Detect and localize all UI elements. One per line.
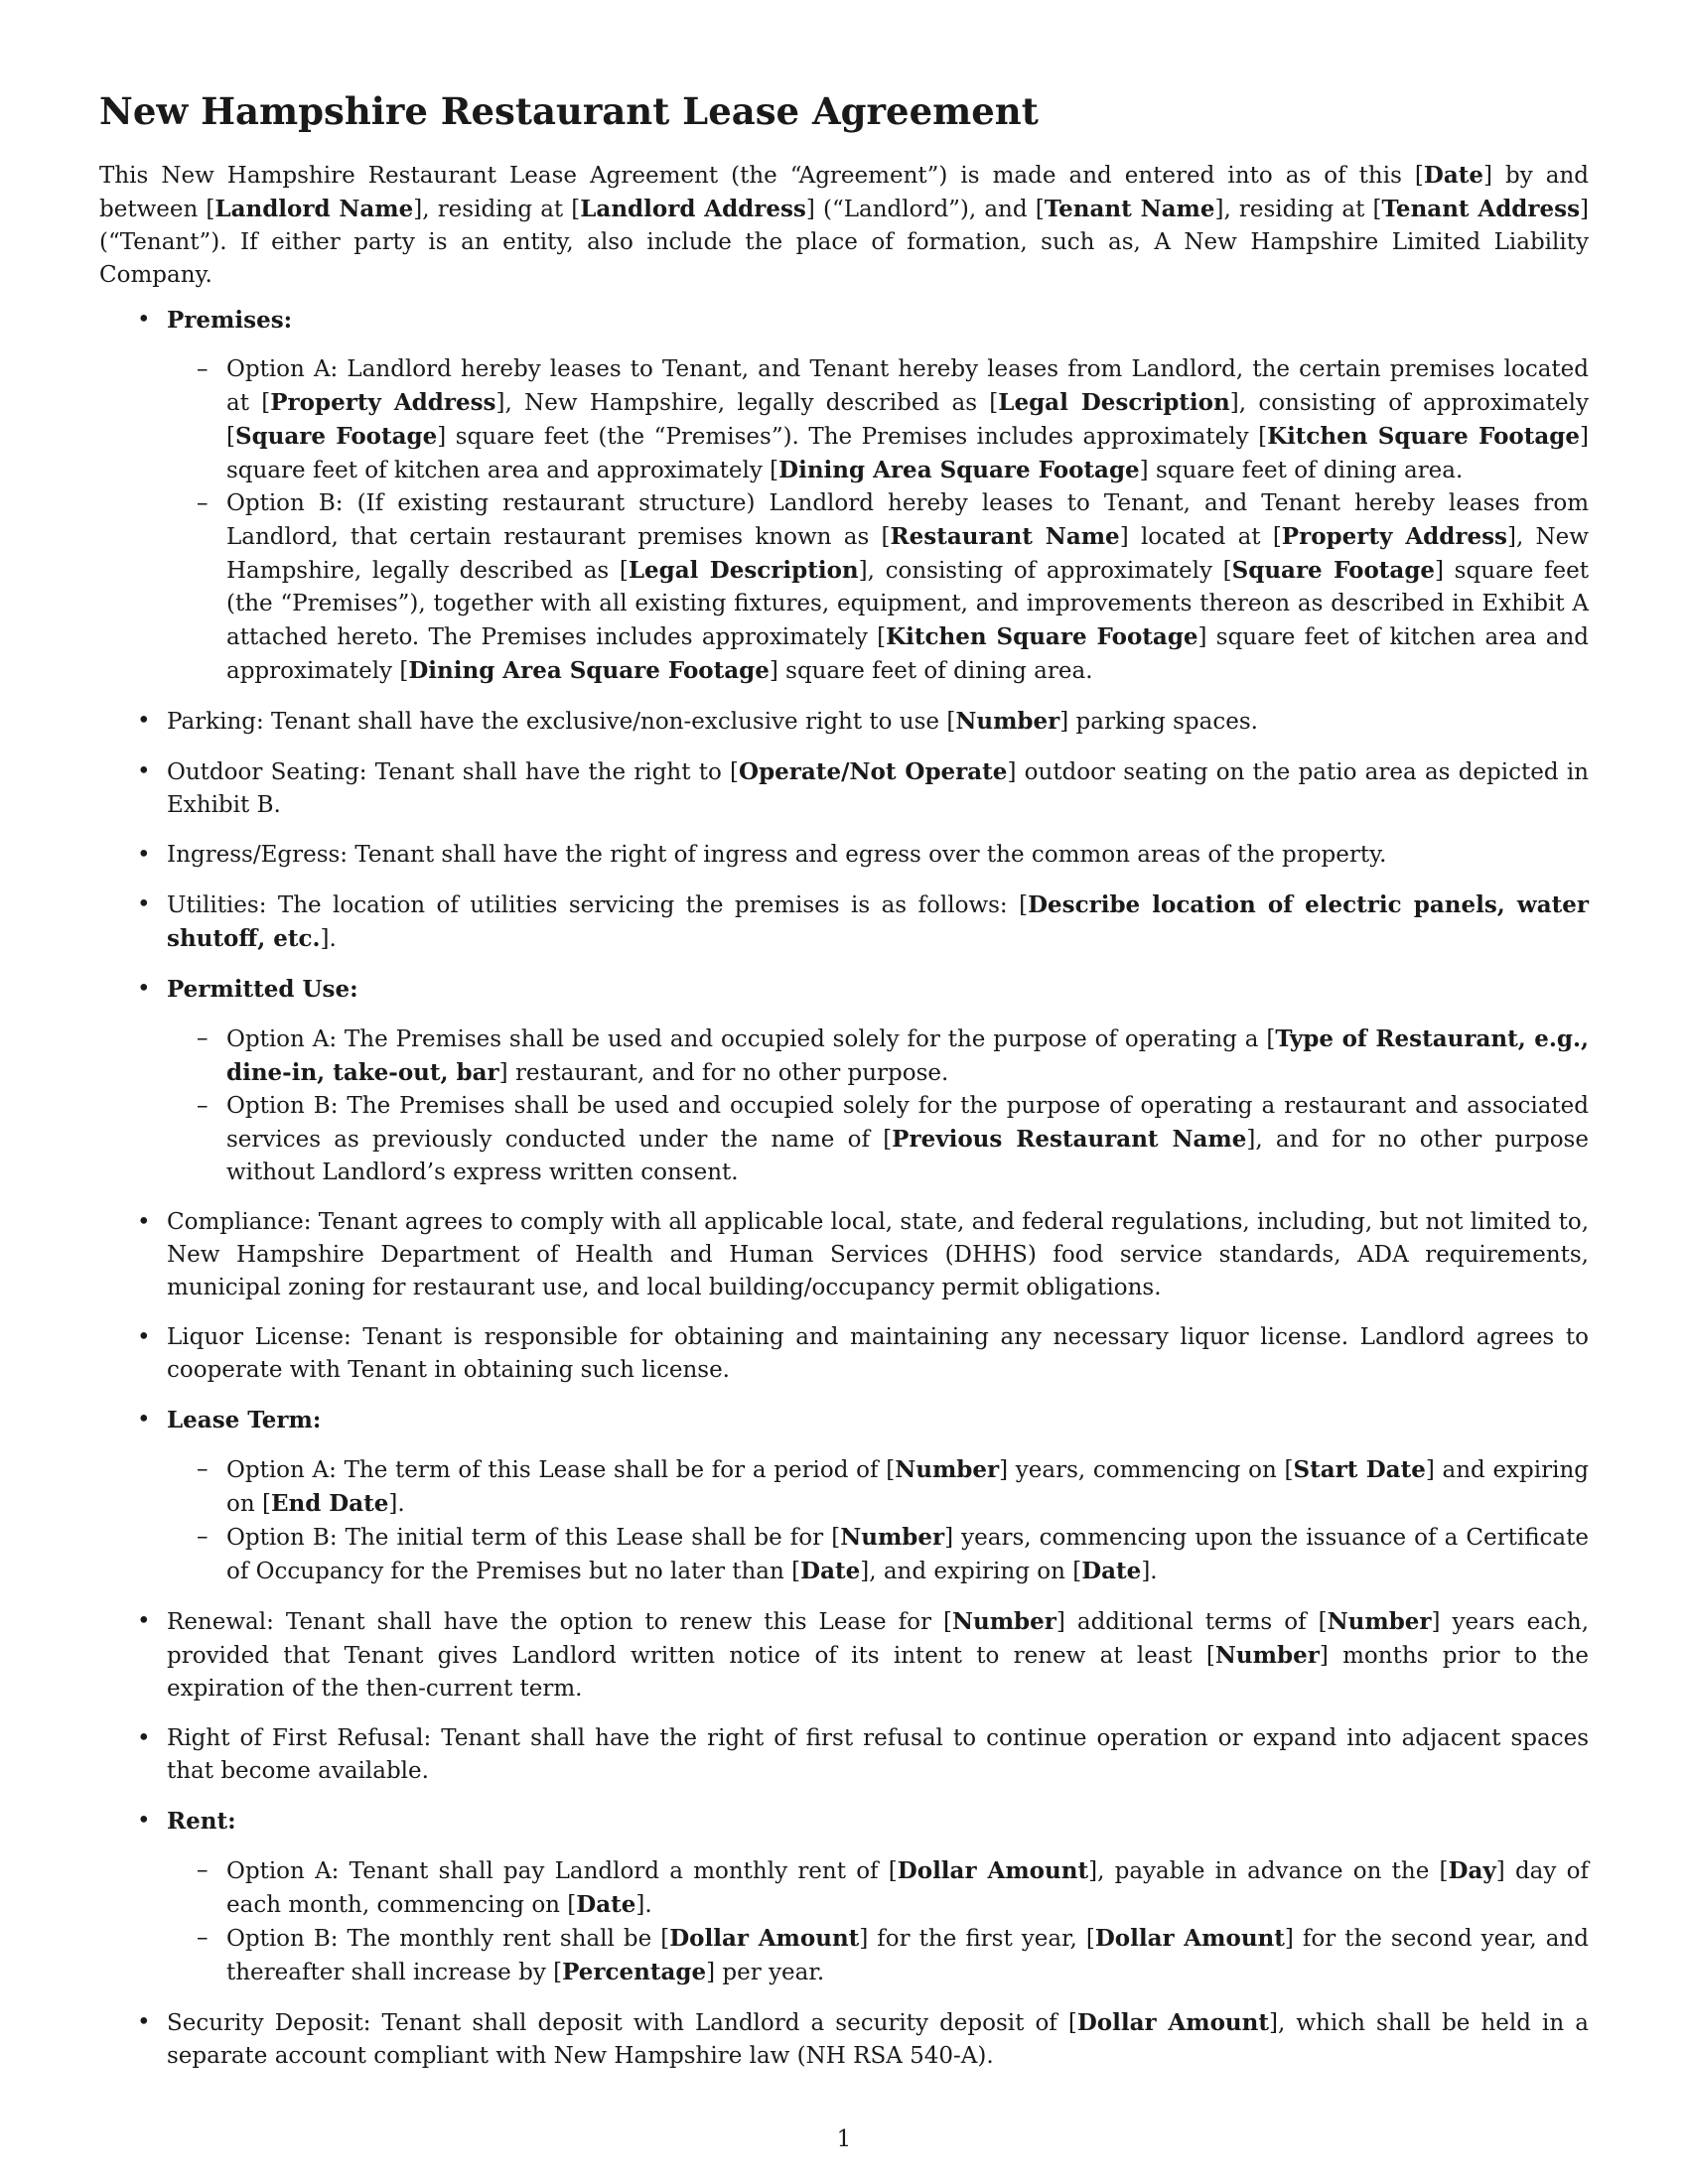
section-item	[99, 888, 1589, 956]
option-list	[167, 353, 1589, 688]
bullet-icon: •	[137, 1324, 151, 1350]
document-title: New Hampshire Restaurant Lease Agreement	[99, 89, 1039, 133]
bullet-icon: •	[137, 307, 151, 333]
option-text: Option A: The Premises shall be used and occupied solely for the purpose of operating a [Type of Restaurant, e.g., dine-in, take-out, bar] restaurant, and for no other purpose.	[226, 1025, 1590, 1086]
section-item	[99, 1722, 1589, 1788]
dash-icon: –	[197, 1857, 209, 1883]
option-item	[167, 353, 1589, 487]
option-list	[167, 1854, 1589, 1989]
bullet-icon: •	[137, 1209, 151, 1235]
bullet-icon: •	[137, 2009, 151, 2035]
section-item	[99, 1321, 1589, 1387]
section-text: Right of First Refusal: Tenant shall have the right of first refusal to continue operation or expand into adjacent spaces that become available.	[167, 1725, 1589, 1784]
option-text: Option A: Landlord hereby leases to Tenant, and Tenant hereby leases from Landlord, the certain premises located at [Property Address], New Hampshire, legally described as [Legal Description], consisting of approximately [Square Footage] square feet (the “Premises”). The Premises includes approximately [Kitchen Square Footage] square feet of kitchen area and approximately [Dining Area Square Footage] square feet of dining area.	[226, 356, 1589, 483]
section-item	[99, 973, 1589, 1189]
section-item	[99, 755, 1589, 822]
section-heading: Lease Term:	[167, 1407, 322, 1433]
option-item	[167, 1453, 1589, 1521]
option-item	[167, 1023, 1589, 1090]
section-item	[99, 839, 1589, 872]
document-page	[99, 89, 1589, 2174]
dash-icon: –	[197, 1093, 209, 1119]
option-item	[167, 1922, 1589, 1989]
bullet-icon: •	[137, 1407, 151, 1433]
option-item	[167, 487, 1589, 688]
section-text: Parking: Tenant shall have the exclusive/non-exclusive right to use [Number] parking spaces.	[167, 708, 1258, 735]
dash-icon: –	[197, 1025, 209, 1051]
section-list	[99, 304, 1589, 2073]
bullet-icon: •	[137, 976, 151, 1002]
dash-icon: –	[197, 1524, 209, 1550]
bullet-icon: •	[137, 758, 151, 784]
section-item	[99, 304, 1589, 688]
bullet-icon: •	[137, 708, 151, 734]
option-text: Option B: The Premises shall be used and occupied solely for the purpose of operating a restaurant and associated services as previously conducted under the name of [Previous Restaurant Name], and for no other purpose without Landlord’s express written consent.	[226, 1093, 1589, 1185]
section-item	[99, 1605, 1589, 1706]
section-item	[99, 1206, 1589, 1304]
dash-icon: –	[197, 1925, 209, 1951]
section-heading: Rent:	[167, 1808, 236, 1835]
section-text: Utilities: The location of utilities servicing the premises is as follows: [Describe location of electric panels, water shutoff, etc.].	[167, 891, 1589, 952]
intro-paragraph: This New Hampshire Restaurant Lease Agreement (the “Agreement”) is made and entered into as of this [Date] by and between [Landlord Name], residing at [Landlord Address] (“Landlord”), and [Tenant Name], residing at [Tenant Address] (“Tenant”). If either party is an entity, also include the place of formation, such as, A New Hampshire Limited Liability Company.	[99, 162, 1590, 288]
option-list	[167, 1453, 1589, 1588]
section-item	[99, 2006, 1589, 2073]
section-item	[99, 1404, 1589, 1588]
dash-icon: –	[197, 490, 209, 516]
option-text: Option B: The monthly rent shall be [Dollar Amount] for the first year, [Dollar Amount] for the second year, and thereafter shall increase by [Percentage] per year.	[226, 1925, 1589, 1985]
section-text: Liquor License: Tenant is responsible for obtaining and maintaining any necessary liquor license. Landlord agrees to cooperate with Tenant in obtaining such license.	[167, 1324, 1589, 1383]
section-text: Ingress/Egress: Tenant shall have the right of ingress and egress over the common areas of the property.	[167, 842, 1387, 868]
section-item	[99, 1805, 1589, 1989]
bullet-icon: •	[137, 1808, 151, 1834]
dash-icon: –	[197, 356, 209, 382]
section-text: Renewal: Tenant shall have the option to renew this Lease for [Number] additional terms of [Number] years each, provided that Tenant gives Landlord written notice of its intent to renew at least [Number] months prior to the expiration of the then-current term.	[167, 1608, 1590, 1702]
section-heading: Permitted Use:	[167, 976, 358, 1003]
option-item	[167, 1854, 1589, 1922]
option-text: Option A: The term of this Lease shall be for a period of [Number] years, commencing on [Start Date] and expiring on [End Date].	[226, 1456, 1589, 1517]
section-heading: Premises:	[167, 307, 293, 334]
bullet-icon: •	[137, 891, 151, 917]
option-item	[167, 1521, 1589, 1588]
option-item	[167, 1090, 1589, 1189]
section-item	[99, 705, 1589, 739]
section-text: Compliance: Tenant agrees to comply with all applicable local, state, and federal regulations, including, but not limited to, New Hampshire Department of Health and Human Services (DHHS) food service standards, ADA requirements, municipal zoning for restaurant use, and local building/occupancy permit obligations.	[167, 1209, 1589, 1300]
bullet-icon: •	[137, 1725, 151, 1751]
bullet-icon: •	[137, 842, 151, 868]
option-text: Option B: The initial term of this Lease shall be for [Number] years, commencing upon the issuance of a Certificate of Occupancy for the Premises but no later than [Date], and expiring on [Date].	[226, 1524, 1589, 1584]
option-text: Option B: (If existing restaurant structure) Landlord hereby leases to Tenant, and Tenant hereby leases from Landlord, that certain restaurant premises known as [Restaurant Name] located at [Property Address], New Hampshire, legally described as [Legal Description], consisting of approximately [Square Footage] square feet (the “Premises”), together with all existing fixtures, equipment, and improvements thereon as described in Exhibit A attached hereto. The Premises includes approximately [Kitchen Square Footage] square feet of kitchen area and approximately [Dining Area Square Footage] square feet of dining area.	[226, 490, 1589, 684]
section-text: Outdoor Seating: Tenant shall have the right to [Operate/Not Operate] outdoor seating on the patio area as depicted in Exhibit B.	[167, 758, 1589, 818]
option-list	[167, 1023, 1589, 1189]
option-text: Option A: Tenant shall pay Landlord a monthly rent of [Dollar Amount], payable in advance on the [Day] day of each month, commencing on [Date].	[226, 1857, 1589, 1918]
page-number: 1	[836, 2126, 852, 2152]
dash-icon: –	[197, 1456, 209, 1482]
section-text: Security Deposit: Tenant shall deposit with Landlord a security deposit of [Dollar Amount], which shall be held in a separate account compliant with New Hampshire law (NH RSA 540-A).	[167, 2009, 1589, 2069]
bullet-icon: •	[137, 1608, 151, 1634]
